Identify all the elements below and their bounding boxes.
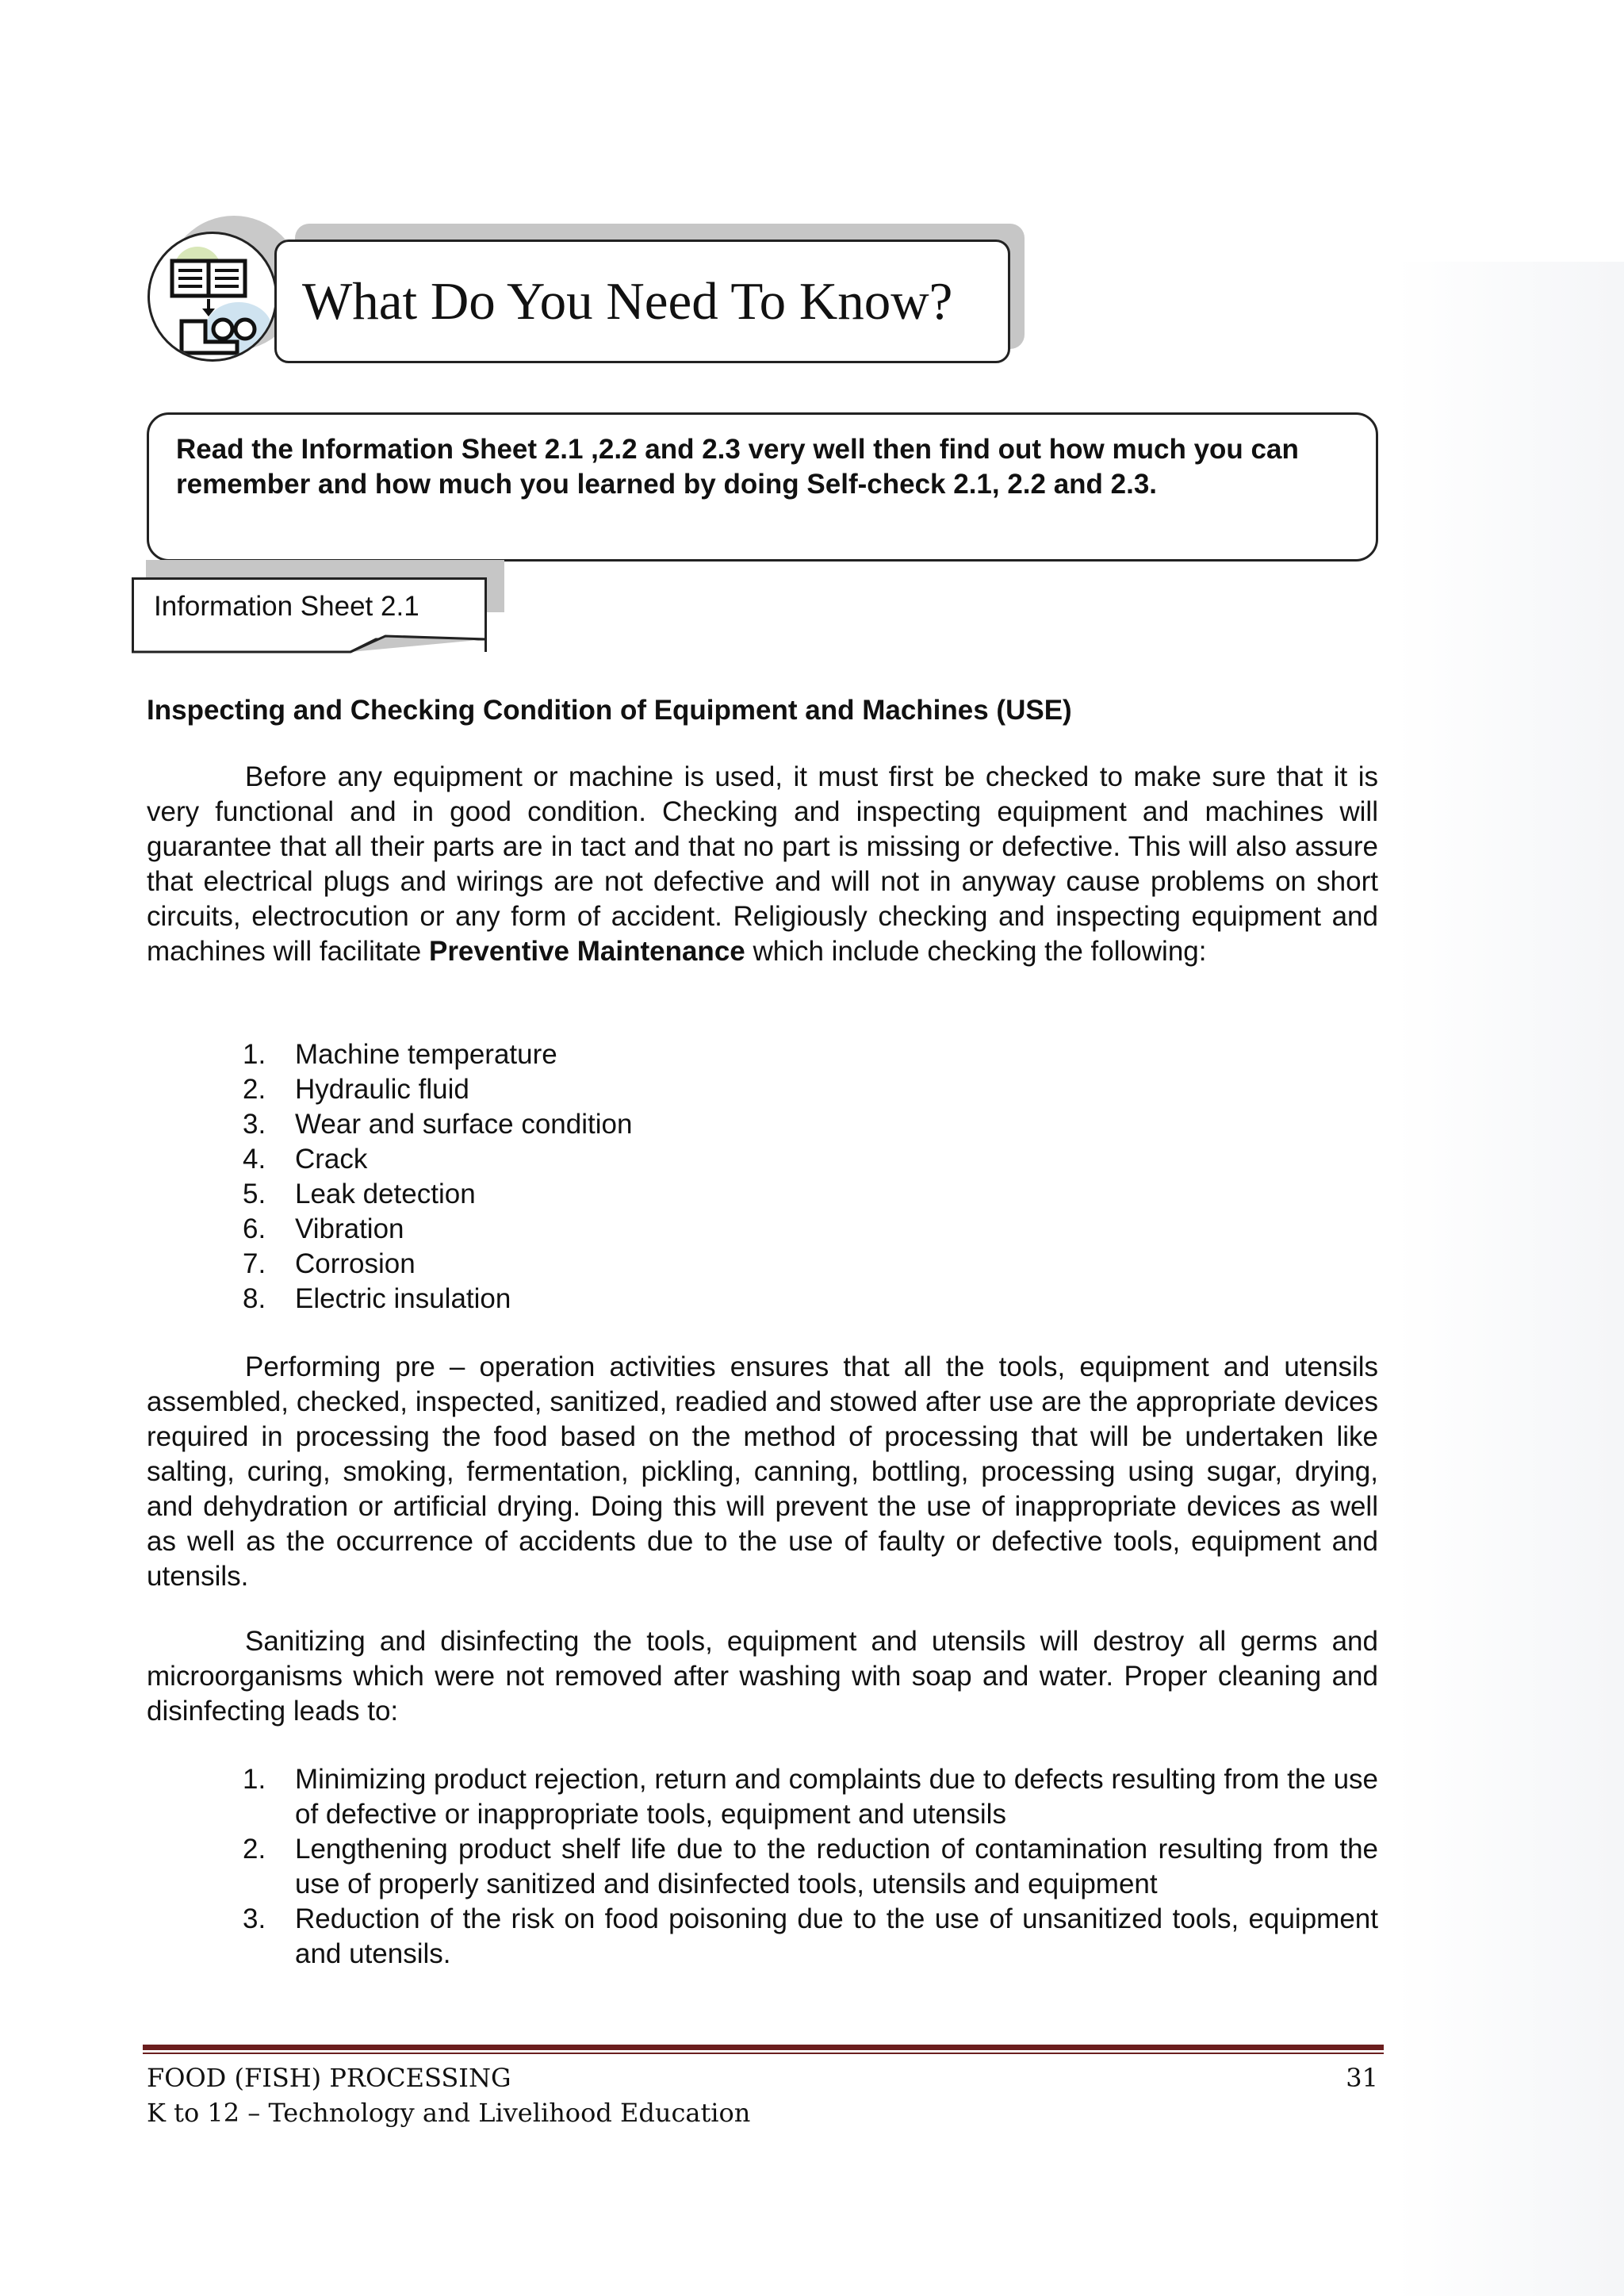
- list-item: 2. Hydraulic fluid: [243, 1074, 469, 1105]
- title-banner: [274, 240, 1010, 363]
- footer-course: FOOD (FISH) PROCESSING: [147, 2063, 511, 2093]
- list-item: 4. Crack: [243, 1144, 368, 1175]
- info-sheet-label: Information Sheet 2.1: [154, 591, 419, 622]
- page-number: 31: [1346, 2063, 1378, 2093]
- section-title: Inspecting and Checking Condition of Equipment and Machines (USE): [147, 695, 1072, 726]
- page-title: What Do You Need To Know?: [302, 271, 953, 331]
- list-item: 3. Wear and surface condition: [243, 1109, 633, 1140]
- instruction-text: Read the Information Sheet 2.1 ,2.2 and 2.3 very well then find out how much you can remember and how much you learned by doing Self-check 2.1, 2.2 and 2.3.: [176, 434, 1299, 500]
- list-item: 8. Electric insulation: [243, 1283, 511, 1314]
- instruction-box: [147, 412, 1378, 562]
- paragraph-3: Sanitizing and disinfecting the tools, equipment and utensils will destroy all germs and microorganisms which were not removed after washing with soap and water. Proper cleaning and disinfecting leads to:: [147, 1626, 1378, 1727]
- list-item: 2. Lengthening product shelf life due to the reduction of contamination resulting from the use of properly sanitized and disinfected tools, utensils and equipment: [243, 1834, 1378, 1899]
- footer-program: K to 12 – Technology and Livelihood Education: [147, 2098, 751, 2128]
- footer-rule: [143, 2045, 1384, 2056]
- paragraph-1-text: Before any equipment or machine is used, it must first be checked to make sure that it is very functional and in good condition. Checking and inspecting equipment and machines will guarantee that all their parts are in tact and that no part is missing or defective. This will also assure that electrical plugs and wirings are not defective and will not in anyway cause problems on short circuits, electrocution or any form of accident. Religiously checking and inspecting equipment and machines will facilitate: [147, 761, 1378, 967]
- paragraph-2: Performing pre – operation activities ensures that all the tools, equipment and utensils assembled, checked, inspected, sanitized, readied and stowed after use are the appropriate devices required in processing the food based on the method of processing that will be undertaken like salting, curing, smoking, fermentation, pickling, canning, bottling, processing using sugar, drying, and dehydration or artificial drying. Doing this will prevent the use of inappropriate devices as well as well as the occurrence of accidents due to the use of faulty or defective tools, equipment and utensils.: [147, 1351, 1378, 1592]
- list-item: 7. Corrosion: [243, 1248, 416, 1279]
- maintenance-checklist: [238, 1037, 1378, 1317]
- list-item: 1. Machine temperature: [243, 1039, 557, 1070]
- benefits-list: [238, 1762, 1378, 1972]
- paragraph-1: [147, 760, 1378, 969]
- book-and-reader-icon: [147, 232, 278, 362]
- list-item: 5. Leak detection: [243, 1179, 476, 1209]
- list-item: 3. Reduction of the risk on food poisoning due to the use of unsanitized tools, equipment and utensils.: [243, 1903, 1378, 1969]
- preventive-maintenance-term: Preventive Maintenance: [428, 936, 745, 967]
- list-item: 6. Vibration: [243, 1213, 404, 1244]
- page-edge-shade: [1396, 262, 1624, 2296]
- paragraph-1-tail: which include checking the following:: [745, 936, 1207, 967]
- list-item: 1. Minimizing product rejection, return and complaints due to defects resulting from the use of defective or inappropriate tools, equipment and utensils: [243, 1764, 1378, 1830]
